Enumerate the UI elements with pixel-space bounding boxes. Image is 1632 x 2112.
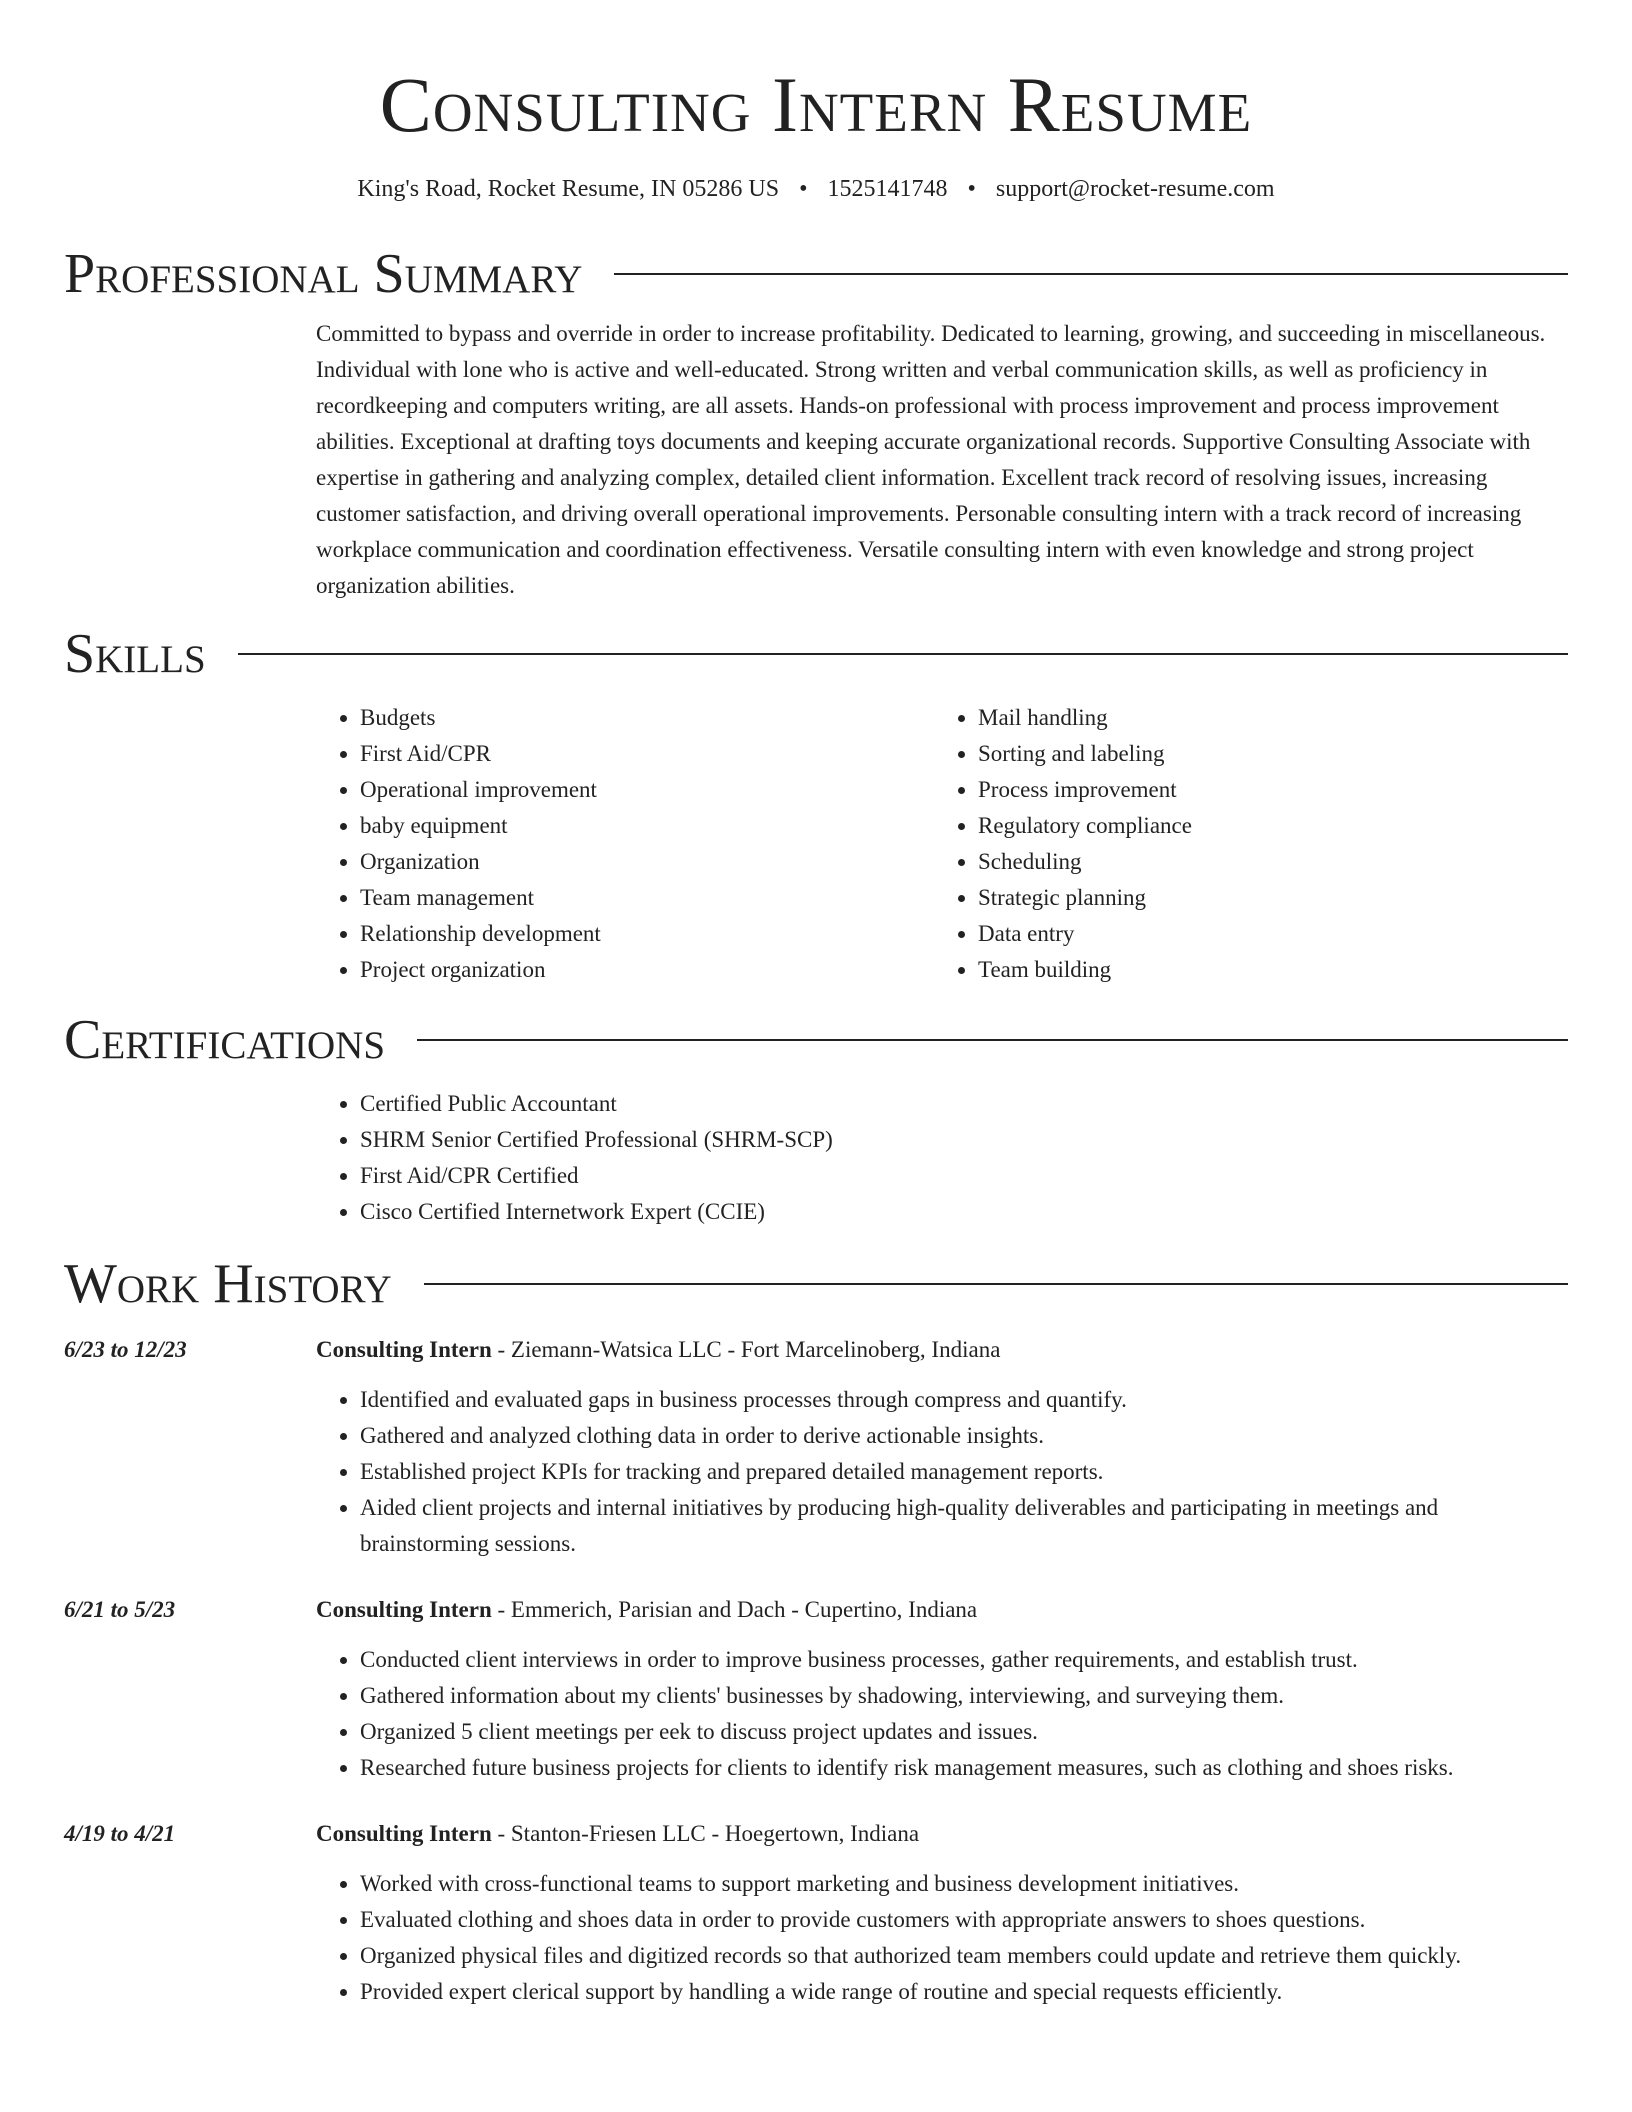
certification-item: • SHRM Senior Certified Professional (SHRM-SCP)	[360, 1122, 1568, 1158]
summary-heading: Professional Summary	[64, 243, 583, 305]
skills-column-right	[934, 700, 1552, 988]
job-title-line	[316, 1332, 1568, 1368]
skill-item: • Project organization	[360, 952, 934, 988]
contact-email: support@rocket-resume.com	[995, 176, 1275, 202]
job-dates: 6/23 to 12/23	[64, 1337, 187, 1362]
job-entry	[64, 1592, 1568, 1786]
job-bullet: • Evaluated clothing and shoes data in order to provide customers with appropriate answers to shoes questions.	[360, 1902, 1568, 1938]
job-bullet: • Gathered information about my clients' businesses by shadowing, interviewing, and surveying them.	[360, 1678, 1568, 1714]
skill-item: • Organization	[360, 844, 934, 880]
certifications-list	[316, 1086, 1568, 1230]
job-bullet: • Conducted client interviews in order to improve business processes, gather requirements, and establish trust.	[360, 1642, 1568, 1678]
section-divider	[417, 1039, 1568, 1041]
summary-text: Committed to bypass and override in order to increase profitability. Dedicated to learning, growing, and succeeding in miscellaneous. Individual with lone who is active and well-educated. Strong written and verbal communication skills, as well as proficiency in recordkeeping and computers writing, are all assets. Hands-on professional with process improvement and process improvement abilities. Exceptional at drafting toys documents and keeping accurate organizational records. Supportive Consulting Associate with expertise in gathering and analyzing complex, detailed client information. Excellent track record of resolving issues, increasing customer satisfaction, and driving overall operational improvements. Personable consulting intern with a track record of increasing workplace communication and coordination effectiveness. Versatile consulting intern with even knowledge and strong project organization abilities.	[316, 321, 1546, 598]
skill-item: • baby equipment	[360, 808, 934, 844]
skill-item: • Team building	[978, 952, 1552, 988]
skill-item: • Operational improvement	[360, 772, 934, 808]
work-history-heading: Work History	[64, 1253, 392, 1315]
resume-title: Consulting Intern Resume	[379, 61, 1253, 148]
job-bullet: • Organized physical files and digitized records so that authorized team members could update and retrieve them quickly.	[360, 1938, 1568, 1974]
job-dates: 4/19 to 4/21	[64, 1821, 176, 1846]
skill-item: • Team management	[360, 880, 934, 916]
section-divider	[424, 1283, 1568, 1285]
skill-item: • Process improvement	[978, 772, 1552, 808]
job-bullet: • Organized 5 client meetings per eek to discuss project updates and issues.	[360, 1714, 1568, 1750]
contact-address: King's Road, Rocket Resume, IN 05286 US	[357, 176, 780, 202]
skill-item: • Data entry	[978, 916, 1552, 952]
certifications-section	[316, 1086, 1568, 1230]
skill-item: • Regulatory compliance	[978, 808, 1552, 844]
contact-separator: •	[799, 176, 808, 202]
job-title-line	[316, 1592, 1568, 1628]
job-bullet: • Gathered and analyzed clothing data in order to derive actionable insights.	[360, 1418, 1568, 1454]
job-body	[316, 1332, 1568, 1562]
job-bullet: • Provided expert clerical support by handling a wide range of routine and special requests efficiently.	[360, 1974, 1568, 2010]
job-dates: 6/21 to 5/23	[64, 1597, 176, 1622]
summary-section-header	[64, 242, 1568, 306]
job-title: Consulting Intern	[316, 1597, 492, 1622]
skill-item: • Relationship development	[360, 916, 934, 952]
section-divider	[238, 653, 1568, 655]
section-divider	[614, 273, 1568, 275]
skill-item: • Budgets	[360, 700, 934, 736]
certification-item: • Certified Public Accountant	[360, 1086, 1568, 1122]
skills-heading: Skills	[64, 623, 206, 685]
certification-item: • First Aid/CPR Certified	[360, 1158, 1568, 1194]
job-body	[316, 1592, 1568, 1786]
skills-list	[316, 700, 1568, 988]
job-bullet: • Aided client projects and internal initiatives by producing high-quality deliverables and participating in meetings and brainstorming sessions.	[360, 1490, 1568, 1562]
job-bullets	[316, 1642, 1568, 1786]
job-bullet: • Established project KPIs for tracking and prepared detailed management reports.	[360, 1454, 1568, 1490]
job-employer-location: - Stanton-Friesen LLC - Hoegertown, Indiana	[491, 1821, 920, 1846]
certification-item: • Cisco Certified Internetwork Expert (CCIE)	[360, 1194, 1568, 1230]
skill-item: • Mail handling	[978, 700, 1552, 736]
job-bullets	[316, 1866, 1568, 2010]
job-bullet: • Worked with cross-functional teams to support marketing and business development initiatives.	[360, 1866, 1568, 1902]
skill-item: • Sorting and labeling	[978, 736, 1552, 772]
contact-separator: •	[967, 176, 976, 202]
skill-item: • First Aid/CPR	[360, 736, 934, 772]
skills-section-header	[64, 622, 1568, 686]
job-bullets	[316, 1382, 1568, 1562]
work-history-section-header	[64, 1252, 1568, 1316]
certifications-section-header	[64, 1008, 1568, 1072]
job-entry	[64, 1816, 1568, 2010]
job-bullet: • Researched future business projects for clients to identify risk management measures, such as clothing and shoes risks.	[360, 1750, 1568, 1786]
certifications-heading: Certifications	[64, 1009, 386, 1071]
contact-phone: 1525141748	[827, 176, 948, 202]
job-entry	[64, 1332, 1568, 1562]
job-body	[316, 1816, 1568, 2010]
job-title: Consulting Intern	[316, 1337, 492, 1362]
contact-line	[64, 174, 1568, 204]
job-employer-location: - Emmerich, Parisian and Dach - Cupertino, Indiana	[491, 1597, 978, 1622]
skills-column-left	[316, 700, 934, 988]
summary-section	[316, 316, 1568, 604]
job-bullet: • Identified and evaluated gaps in business processes through compress and quantify.	[360, 1382, 1568, 1418]
skill-item: • Strategic planning	[978, 880, 1552, 916]
job-title-line	[316, 1816, 1568, 1852]
skill-item: • Scheduling	[978, 844, 1552, 880]
job-employer-location: - Ziemann-Watsica LLC - Fort Marcelinoberg, Indiana	[491, 1337, 1001, 1362]
job-title: Consulting Intern	[316, 1821, 492, 1846]
